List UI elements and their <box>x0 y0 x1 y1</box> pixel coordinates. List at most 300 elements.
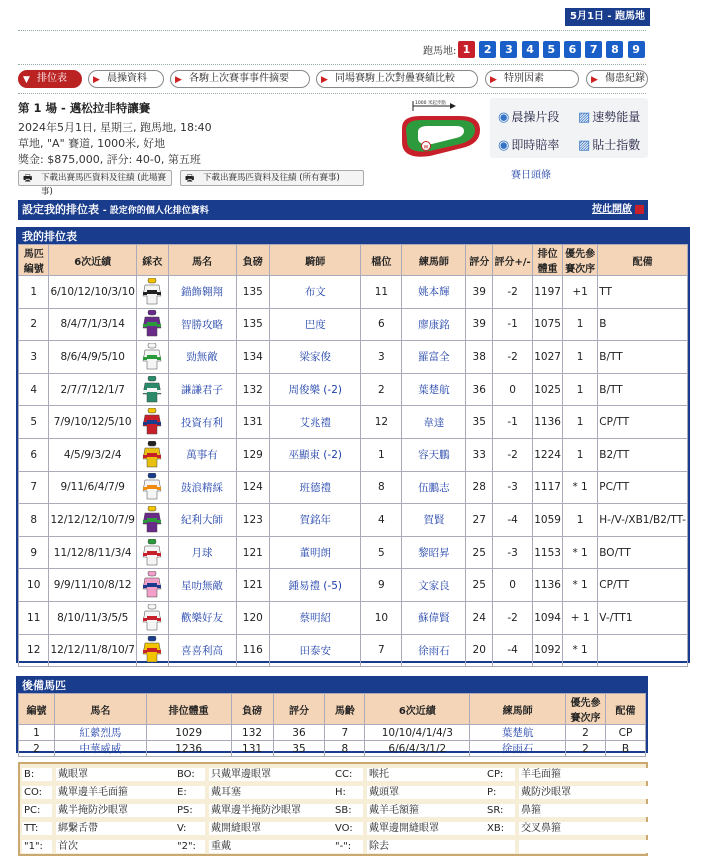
tab-head-to-head[interactable]: ▶ 同場賽駒上次對疊賽績比較 <box>316 70 478 88</box>
horse-name-link[interactable]: 中華威威 <box>54 741 146 757</box>
table-cell: H-/V-/XB1/B2/TT- <box>598 504 688 537</box>
table-cell: 1 <box>562 504 597 537</box>
track-map <box>390 98 485 166</box>
table-cell: 1197 <box>533 276 563 309</box>
table-cell: 8 <box>361 471 402 504</box>
morning-video-link[interactable]: ◉ 晨操片段 <box>498 110 560 125</box>
download-this-race-button[interactable]: 🖶 下載出賽馬匹資料及往績 (此場賽事) <box>18 170 172 186</box>
table-cell: 9 <box>19 536 49 569</box>
open-settings-link[interactable]: 按此開啟 <box>592 200 644 220</box>
table-cell: 1 <box>19 276 49 309</box>
download-all-races-button[interactable]: 🖶 下載出賽馬匹資料及往績 (所有賽事) <box>180 170 364 186</box>
table-cell: 10 <box>19 569 49 602</box>
table-cell: 135 <box>236 308 270 341</box>
column-header: 編號 <box>19 694 55 725</box>
trainer-link[interactable]: 黎昭昇 <box>402 536 466 569</box>
table-cell: 1059 <box>533 504 563 537</box>
table-cell: 124 <box>236 471 270 504</box>
jockey-silks-icon <box>142 343 162 371</box>
trainer-link[interactable]: 文家良 <box>402 569 466 602</box>
table-cell: 6 <box>19 438 49 471</box>
table-cell: 24 <box>466 601 493 634</box>
table-cell: 1236 <box>146 741 231 757</box>
table-cell: TT <box>598 276 688 309</box>
table-cell: 131 <box>236 406 270 439</box>
tab-morning-track[interactable]: ▶ 晨操資料 <box>88 70 164 88</box>
table-cell: 1224 <box>533 438 563 471</box>
table-cell: BO/TT <box>598 536 688 569</box>
jockey-silks-icon <box>142 278 162 306</box>
legend-value: 重戴 <box>209 840 339 853</box>
legend-value: 鼻箍 <box>519 804 659 817</box>
table-row <box>19 471 688 504</box>
legend-value: 戴羊毛額箍 <box>367 804 489 817</box>
printer-icon: 🖶 <box>185 173 195 184</box>
legend-value: 喉托 <box>367 768 489 781</box>
trainer-link[interactable]: 廖康銘 <box>402 308 466 341</box>
column-header[interactable]: 騎師 <box>270 245 361 276</box>
table-cell: 8/4/7/1/3/14 <box>49 308 137 341</box>
horse-name-link[interactable]: 紅縈烈馬 <box>54 725 146 741</box>
trainer-link[interactable]: 容天鵬 <box>402 438 466 471</box>
table-cell: B/TT <box>598 373 688 406</box>
table-cell: 7 <box>361 634 402 667</box>
table-row <box>19 725 646 741</box>
table-cell: 3 <box>19 341 49 374</box>
trainer-link[interactable]: 姚本輝 <box>402 276 466 309</box>
horse-name-link[interactable]: 勁無敵 <box>168 341 236 374</box>
speed-map-link[interactable]: ▨ 速勢能量 <box>578 110 641 125</box>
jockey-silks-icon <box>142 506 162 534</box>
jockey-link[interactable]: 董明朗 <box>270 536 361 569</box>
reserve-table <box>18 693 646 757</box>
start-arrow-icon <box>450 103 456 109</box>
table-cell: -3 <box>493 536 533 569</box>
table-row <box>19 406 688 439</box>
table-cell: 135 <box>236 276 270 309</box>
table-cell: 28 <box>466 471 493 504</box>
jockey-link[interactable]: 周俊樂 (-2) <box>270 373 361 406</box>
table-cell: 120 <box>236 601 270 634</box>
jockey-silks-icon <box>142 408 162 436</box>
jockey-link[interactable]: 布文 <box>270 276 361 309</box>
table-cell: 7 <box>19 471 49 504</box>
table-cell: 116 <box>236 634 270 667</box>
table-cell: 1094 <box>533 601 563 634</box>
legend-key: PC: <box>22 804 52 817</box>
trainer-link[interactable]: 徐雨石 <box>470 741 566 757</box>
column-header[interactable]: 優先參賽次序 <box>562 245 597 276</box>
table-cell: 1 <box>562 406 597 439</box>
legend-value: 戴頭罩 <box>367 786 489 799</box>
legend-value: 戴單邊開縫眼罩 <box>367 822 489 835</box>
horse-name-link[interactable]: 喜喜利高 <box>168 634 236 667</box>
column-header[interactable]: 綵衣 <box>136 245 168 276</box>
table-cell: 1 <box>19 725 55 741</box>
table-cell: 1 <box>562 438 597 471</box>
legend-key: CC: <box>333 768 363 781</box>
table-cell: 5 <box>19 406 49 439</box>
table-cell: 39 <box>466 276 493 309</box>
table-cell: 9/11/6/4/7/9 <box>49 471 137 504</box>
horse-name-link[interactable]: 紀利大師 <box>168 504 236 537</box>
table-cell: -1 <box>493 308 533 341</box>
table-cell: 38 <box>466 341 493 374</box>
tab-injury-records[interactable]: ▶ 傷患紀錄 <box>586 70 648 88</box>
column-header: 優先參賽次序 <box>566 694 606 725</box>
jockey-link[interactable]: 巴度 <box>270 308 361 341</box>
table-cell: 36 <box>273 725 325 741</box>
legend-key: H: <box>333 786 363 799</box>
table-cell: 33 <box>466 438 493 471</box>
column-header[interactable]: 配備 <box>598 245 688 276</box>
table-row <box>19 569 688 602</box>
table-row <box>19 276 688 309</box>
table-cell: 1025 <box>533 373 563 406</box>
table-cell: 1027 <box>533 341 563 374</box>
table-row <box>19 601 688 634</box>
legend-value: 戴半掩防沙眼罩 <box>56 804 176 817</box>
horse-name-link[interactable]: 智勝攻略 <box>168 308 236 341</box>
legend-value: 交叉鼻箍 <box>519 822 659 835</box>
table-cell: 2 <box>19 741 55 757</box>
track-start-label: 1000 米起步點 <box>415 101 446 106</box>
horse-name-link[interactable]: 萬事有 <box>168 438 236 471</box>
table-cell: 2/7/7/12/1/7 <box>49 373 137 406</box>
table-cell: 8 <box>325 741 365 757</box>
tab-race-card[interactable]: ▼ 排位表 <box>18 70 82 88</box>
table-cell: 1117 <box>533 471 563 504</box>
horse-name-link[interactable]: 歡樂好友 <box>168 601 236 634</box>
legend-key: "-": <box>333 840 363 853</box>
table-row <box>19 536 688 569</box>
table-cell: 1 <box>562 341 597 374</box>
jockey-link[interactable]: 蔡明紹 <box>270 601 361 634</box>
table-cell: 5 <box>361 536 402 569</box>
tab-special-factors[interactable]: ▶ 特別因素 <box>485 70 579 88</box>
table-cell: 9 <box>361 569 402 602</box>
jockey-link[interactable]: 班德禮 <box>270 471 361 504</box>
table-cell: 2 <box>361 373 402 406</box>
column-header[interactable]: 負磅 <box>236 245 270 276</box>
table-cell: 10/10/4/1/4/3 <box>365 725 470 741</box>
table-cell: 25 <box>466 536 493 569</box>
table-cell: -2 <box>493 601 533 634</box>
legend-key: E: <box>175 786 205 799</box>
trainer-link[interactable]: 賀賢 <box>402 504 466 537</box>
legend-key: XB: <box>485 822 515 835</box>
table-cell: 20 <box>466 634 493 667</box>
table-cell: 134 <box>236 341 270 374</box>
legend-key: SR: <box>485 804 515 817</box>
table-cell: 9/9/11/10/8/12 <box>49 569 137 602</box>
table-row <box>19 438 688 471</box>
table-cell: CP/TT <box>598 406 688 439</box>
play-icon: ◉ <box>498 110 510 125</box>
horse-name-link[interactable]: 月球 <box>168 536 236 569</box>
jockey-silks-icon <box>142 441 162 469</box>
legend-value: 戴耳塞 <box>209 786 339 799</box>
legend-value: 只戴單邊眼罩 <box>209 768 339 781</box>
table-cell: 6/6/4/3/1/2 <box>365 741 470 757</box>
table-cell: 12 <box>19 634 49 667</box>
table-cell: 1 <box>361 438 402 471</box>
jockey-silks-icon <box>142 539 162 567</box>
table-cell: B <box>598 308 688 341</box>
tips-icon: ▨ <box>578 138 591 153</box>
legend-key: "2": <box>175 840 205 853</box>
table-cell: 2 <box>566 741 606 757</box>
table-cell: 2 <box>566 725 606 741</box>
legend-value: 戴單邊羊毛面箍 <box>56 786 176 799</box>
column-header: 練馬師 <box>470 694 566 725</box>
table-cell: 0 <box>493 569 533 602</box>
table-row <box>19 504 688 537</box>
jockey-link[interactable]: 艾兆禮 <box>270 406 361 439</box>
table-cell: 1153 <box>533 536 563 569</box>
legend-value: 戴單邊半掩防沙眼罩 <box>209 804 339 817</box>
table-cell: 132 <box>231 725 273 741</box>
table-cell: * 1 <box>562 634 597 667</box>
table-cell: 25 <box>466 569 493 602</box>
jockey-link[interactable]: 賀銘年 <box>270 504 361 537</box>
legend-key: CP: <box>485 768 515 781</box>
legend-value <box>519 840 659 853</box>
trainer-link[interactable]: 徐雨石 <box>402 634 466 667</box>
table-cell: 10 <box>361 601 402 634</box>
table-row <box>19 308 688 341</box>
trainer-link[interactable]: 葉楚航 <box>470 725 566 741</box>
table-cell: 1029 <box>146 725 231 741</box>
printer-icon: 🖶 <box>23 173 33 184</box>
legend-value: 戴開縫眼罩 <box>209 822 339 835</box>
jockey-silks-icon <box>142 310 162 338</box>
legend-key: PS: <box>175 804 205 817</box>
table-cell: 3 <box>361 341 402 374</box>
table-cell: 27 <box>466 504 493 537</box>
table-cell: B2/TT <box>598 438 688 471</box>
jockey-link[interactable]: 鍾易禮 (-5) <box>270 569 361 602</box>
race-track-info: 草地, "A" 賽道, 1000米, 好地 <box>18 137 166 150</box>
reserve-horses <box>16 676 648 753</box>
table-cell: B <box>605 741 645 757</box>
race-4-button[interactable]: 4 <box>522 41 539 58</box>
table-cell: 4 <box>19 373 49 406</box>
table-cell: 1136 <box>533 569 563 602</box>
table-cell: * 1 <box>562 569 597 602</box>
table-row <box>19 634 688 667</box>
caret-right-icon: ▶ <box>591 75 598 85</box>
table-cell: 129 <box>236 438 270 471</box>
table-cell: 132 <box>236 373 270 406</box>
table-cell: 12/12/12/10/7/9 <box>49 504 137 537</box>
jockey-silks-icon <box>142 636 162 664</box>
jockey-silks-icon <box>142 571 162 599</box>
table-cell <box>598 634 688 667</box>
column-header[interactable]: 練馬師 <box>402 245 466 276</box>
table-row <box>19 341 688 374</box>
table-row <box>19 741 646 757</box>
table-cell: 12 <box>361 406 402 439</box>
column-header: 評分 <box>273 694 325 725</box>
column-header: 排位體重 <box>146 694 231 725</box>
legend-key: "1": <box>22 840 52 853</box>
table-cell: -2 <box>493 341 533 374</box>
table-cell: CP <box>605 725 645 741</box>
legend-value: 綁繫舌帶 <box>56 822 176 835</box>
divider <box>18 93 646 94</box>
table-cell: 4/5/9/3/2/4 <box>49 438 137 471</box>
race-day-headline-link[interactable]: 賽日頭條 <box>511 170 551 181</box>
race-1-button[interactable]: 1 <box>458 41 475 58</box>
legend-value: 羊毛面箍 <box>519 768 659 781</box>
table-cell: 7/9/10/12/5/10 <box>49 406 137 439</box>
column-header: 馬齡 <box>325 694 365 725</box>
quick-links-panel <box>490 98 648 158</box>
table-cell: PC/TT <box>598 471 688 504</box>
race-5-button[interactable]: 5 <box>543 41 560 58</box>
tips-index-link[interactable]: ▨ 貼士指數 <box>578 138 641 153</box>
jockey-silks-icon <box>142 376 162 404</box>
column-header[interactable]: 排位體重 <box>533 245 563 276</box>
jockey-silks-icon <box>142 473 162 501</box>
table-cell: 35 <box>273 741 325 757</box>
race-title: 第 1 場 - 邁松拉非特讓賽 <box>18 101 151 115</box>
legend-key: VO: <box>333 822 363 835</box>
table-cell: * 1 <box>562 471 597 504</box>
race-9-button[interactable]: 9 <box>628 41 645 58</box>
my-race-card-title: 我的排位表 <box>18 229 688 244</box>
column-header: 馬名 <box>54 694 146 725</box>
trainer-link[interactable]: 蘇偉賢 <box>402 601 466 634</box>
jockey-link[interactable]: 巫顯東 (-2) <box>270 438 361 471</box>
divider <box>18 30 646 31</box>
table-cell: 1092 <box>533 634 563 667</box>
column-header[interactable]: 6次近績 <box>49 245 137 276</box>
table-cell: 2 <box>19 308 49 341</box>
table-cell: 6/10/12/10/3/10 <box>49 276 137 309</box>
table-cell: -1 <box>493 406 533 439</box>
table-cell: V-/TT1 <box>598 601 688 634</box>
table-cell: -2 <box>493 438 533 471</box>
my-race-card <box>16 227 690 663</box>
chart-icon: ▨ <box>578 110 591 125</box>
race-2-button[interactable]: 2 <box>479 41 496 58</box>
table-cell: 11/12/8/11/3/4 <box>49 536 137 569</box>
horse-name-link[interactable]: 星叻無敵 <box>168 569 236 602</box>
table-cell: * 1 <box>562 536 597 569</box>
race-card-table <box>18 244 688 667</box>
table-cell: B/TT <box>598 341 688 374</box>
table-cell: 4 <box>361 504 402 537</box>
caret-right-icon: ▶ <box>321 75 328 85</box>
horse-name-link[interactable]: 投資有利 <box>168 406 236 439</box>
column-header[interactable]: 檔位 <box>361 245 402 276</box>
jockey-silks-icon <box>142 604 162 632</box>
race-prize-info: 獎金: $875,000, 評分: 40-0, 第五班 <box>18 153 201 166</box>
table-cell: CP/TT <box>598 569 688 602</box>
race-7-button[interactable]: 7 <box>585 41 602 58</box>
table-cell: 121 <box>236 569 270 602</box>
horse-name-link[interactable]: 鼓浪精綵 <box>168 471 236 504</box>
table-cell: 0 <box>493 373 533 406</box>
svg-text:w: w <box>423 143 429 151</box>
divider <box>18 64 646 65</box>
column-header: 配備 <box>605 694 645 725</box>
table-cell: 12/12/11/8/10/7 <box>49 634 137 667</box>
race-date-badge: 5月1日 - 跑馬地 <box>565 8 650 26</box>
venue-label: 跑馬地: <box>423 46 457 57</box>
column-header[interactable]: 評分+/- <box>493 245 533 276</box>
legend-value: 戴防沙眼罩 <box>519 786 659 799</box>
table-cell: -4 <box>493 634 533 667</box>
trainer-link[interactable]: 伍鵬志 <box>402 471 466 504</box>
table-cell: 8 <box>19 504 49 537</box>
trainer-link[interactable]: 韋達 <box>402 406 466 439</box>
legend-key: V: <box>175 822 205 835</box>
odds-icon: ◉ <box>498 138 510 153</box>
table-cell: 1 <box>562 308 597 341</box>
legend-key: SB: <box>333 804 363 817</box>
table-cell: 131 <box>231 741 273 757</box>
table-cell: 6 <box>361 308 402 341</box>
reserve-horses-title: 後備馬匹 <box>18 678 646 693</box>
race-3-button[interactable]: 3 <box>500 41 517 58</box>
caret-right-icon: ▶ <box>93 75 100 85</box>
horse-name-link[interactable]: 謙謙君子 <box>168 373 236 406</box>
table-cell: 1075 <box>533 308 563 341</box>
table-cell: 11 <box>19 601 49 634</box>
race-date-time: 2024年5月1日, 星期三, 跑馬地, 18:40 <box>18 121 212 134</box>
live-odds-link[interactable]: ◉ 即時賠率 <box>498 138 560 153</box>
caret-down-icon: ▼ <box>23 75 30 85</box>
legend-key: TT: <box>22 822 52 835</box>
race-6-button[interactable]: 6 <box>564 41 581 58</box>
table-cell: 1136 <box>533 406 563 439</box>
table-cell: 1 <box>562 373 597 406</box>
race-8-button[interactable]: 8 <box>606 41 623 58</box>
column-header[interactable]: 馬匹編號 <box>19 245 49 276</box>
table-cell: 7 <box>325 725 365 741</box>
table-cell: 36 <box>466 373 493 406</box>
table-cell: 123 <box>236 504 270 537</box>
horse-name-link[interactable]: 錨飾翱翔 <box>168 276 236 309</box>
trainer-link[interactable]: 羅富全 <box>402 341 466 374</box>
legend-key: BO: <box>175 768 205 781</box>
table-cell: + 1 <box>562 601 597 634</box>
trainer-link[interactable]: 葉楚航 <box>402 373 466 406</box>
equipment-legend <box>18 762 648 856</box>
legend-key: B: <box>22 768 52 781</box>
jockey-link[interactable]: 梁家俊 <box>270 341 361 374</box>
table-cell: -4 <box>493 504 533 537</box>
settings-bar: 設定我的排位表 - 設定你的個人化排位資料 按此開啟 <box>18 200 648 220</box>
column-header[interactable]: 馬名 <box>168 245 236 276</box>
jockey-link[interactable]: 田泰安 <box>270 634 361 667</box>
column-header: 6次近績 <box>365 694 470 725</box>
tab-last-race-incidents[interactable]: ▶ 各駒上次賽事事件摘要 <box>170 70 310 88</box>
table-cell: 35 <box>466 406 493 439</box>
table-cell: 8/10/11/3/5/5 <box>49 601 137 634</box>
column-header: 負磅 <box>231 694 273 725</box>
table-cell: 121 <box>236 536 270 569</box>
column-header[interactable]: 評分 <box>466 245 493 276</box>
legend-key <box>485 840 515 853</box>
table-cell: 8/6/4/9/5/10 <box>49 341 137 374</box>
table-cell: 11 <box>361 276 402 309</box>
legend-value: 除去 <box>367 840 489 853</box>
legend-value: 戴眼罩 <box>56 768 176 781</box>
